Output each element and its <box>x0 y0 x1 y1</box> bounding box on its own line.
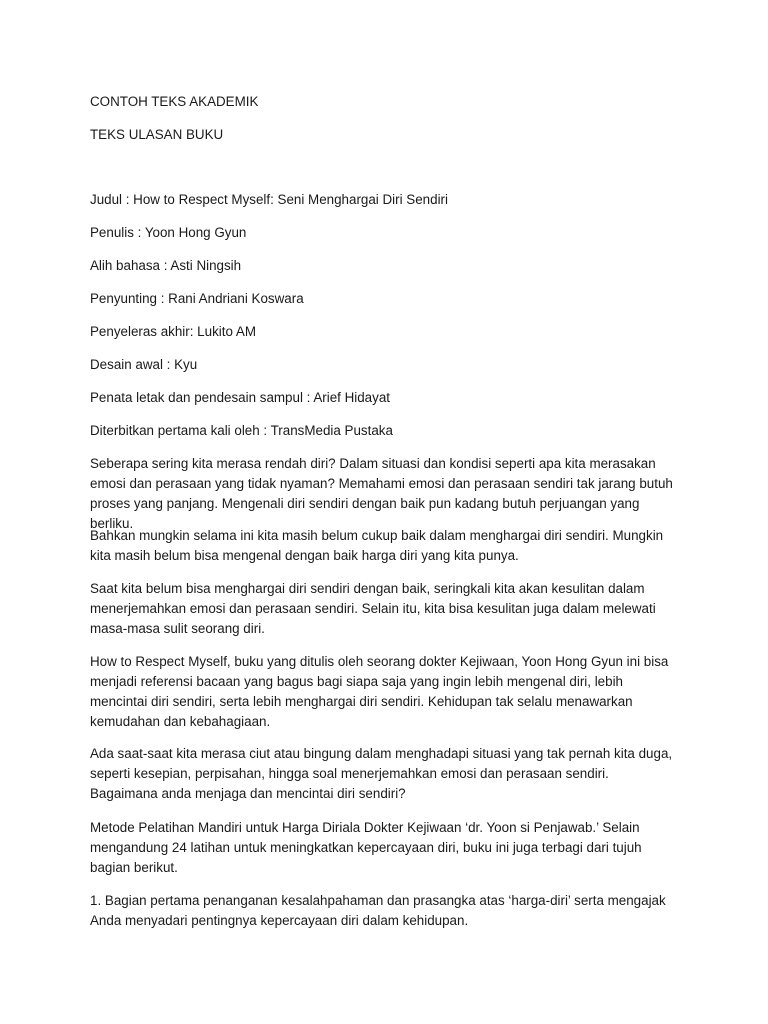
document-heading: CONTOH TEKS AKADEMIK <box>90 94 259 109</box>
meta-translator: Alih bahasa : Asti Ningsih <box>90 258 242 273</box>
paragraph-4: How to Respect Myself, buku yang ditulis oleh seorang dokter Kejiwaan, Yoon Hong Gyun ini bisa menjadi referensi bacaan yang bagus bagi siapa saja yang ingin lebih mengenal diri, lebih mencintai diri sendiri, serta lebih menghargai diri sendiri. Kehidupan tak selalu menawarkan kemudahan dan kebahagiaan. <box>90 654 669 729</box>
meta-layout-cover: Penata letak dan pendesain sampul : Arief Hidayat <box>90 390 390 405</box>
meta-proofreader: Penyeleras akhir: Lukito AM <box>90 324 256 339</box>
meta-initial-design: Desain awal : Kyu <box>90 357 198 372</box>
paragraph-1: Seberapa sering kita merasa rendah diri? Dalam situasi dan kondisi seperti apa kita merasakan emosi dan perasaan yang tidak nyaman? Memahami emosi dan perasaan sendiri tak jarang butuh proses yang panjang. Mengenali diri sendiri dengan baik pun kadang butuh perjuangan yang berliku. <box>90 456 673 531</box>
paragraph-6: Metode Pelatihan Mandiri untuk Harga Diriala Dokter Kejiwaan ‘dr. Yoon si Penjawab.’ Selain mengandung 24 latihan untuk meningkatkan kepercayaan diri, buku ini juga terbagi dari tujuh bagian berikut. <box>90 820 642 875</box>
meta-author: Penulis : Yoon Hong Gyun <box>90 225 247 240</box>
meta-publisher: Diterbitkan pertama kali oleh : TransMedia Pustaka <box>90 423 393 438</box>
paragraph-7: 1. Bagian pertama penanganan kesalahpahaman dan prasangka atas ‘harga-diri’ serta mengajak Anda menyadari pentingnya kepercayaan diri dalam kehidupan. <box>90 893 666 928</box>
meta-title: Judul : How to Respect Myself: Seni Menghargai Diri Sendiri <box>90 192 448 207</box>
paragraph-2: Bahkan mungkin selama ini kita masih belum cukup baik dalam menghargai diri sendiri. Mungkin kita masih belum bisa mengenal dengan baik harga diri yang kita punya. <box>90 528 664 563</box>
paragraph-5: Ada saat-saat kita merasa ciut atau bingung dalam menghadapi situasi yang tak pernah kita duga, seperti kesepian, perpisahan, hingga soal menerjemahkan emosi dan perasaan sendiri. Bagaimana anda menjaga dan mencintai diri sendiri? <box>90 746 673 801</box>
meta-editor: Penyunting : Rani Andriani Koswara <box>90 291 304 306</box>
document-subheading: TEKS ULASAN BUKU <box>90 127 224 142</box>
paragraph-3: Saat kita belum bisa menghargai diri sendiri dengan baik, seringkali kita akan kesulitan dalam menerjemahkan emosi dan perasaan sendiri. Selain itu, kita bisa kesulitan juga dalam melewati masa-masa sulit seorang diri. <box>90 581 656 636</box>
